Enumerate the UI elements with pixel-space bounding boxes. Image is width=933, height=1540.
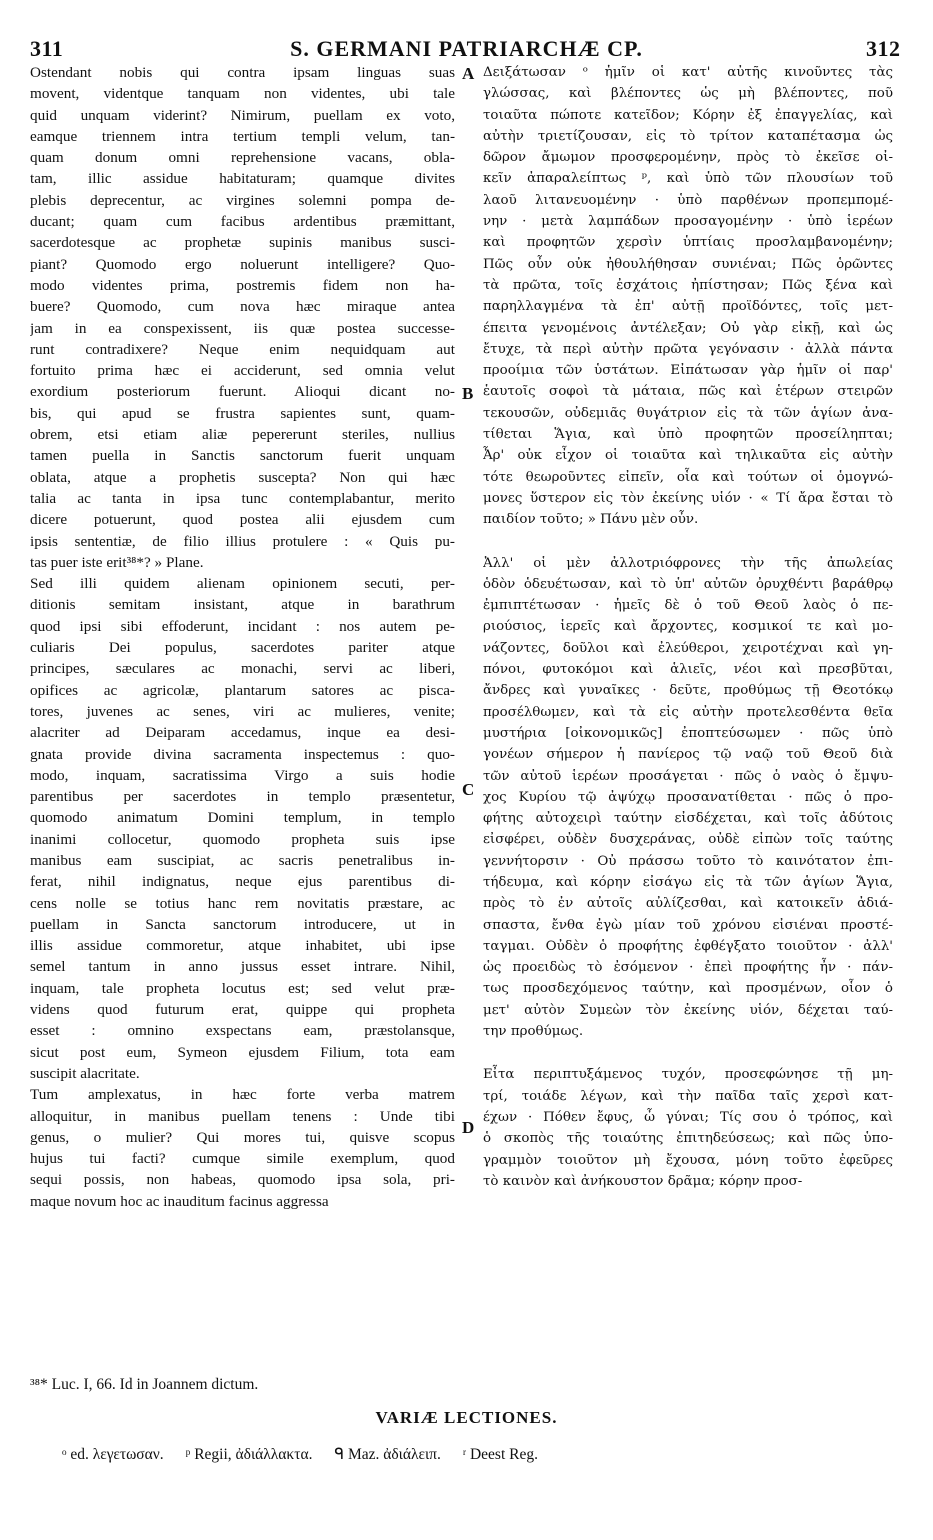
text-line: dicere potuerunt, quod postea alii ejusdem cum xyxy=(30,511,455,529)
page-number-right: 312 xyxy=(866,36,901,61)
variant-reading: ᵖ Regii, ἀδιάλλακτα. xyxy=(185,1446,313,1463)
text-line: τὰ πρῶτα, τοῖς ἐσχάτοις ἠπίστησαν; Πῶς ξένα καὶ xyxy=(483,277,893,293)
greek-paragraph-3 xyxy=(483,1064,893,1192)
section-marker-a: A xyxy=(462,64,475,83)
text-line: eamque triennem intra tertium templi velum, tan- xyxy=(30,127,455,145)
text-line: ριούσιος, ἱερεῖς καὶ ἄρχοντες, κοσμικοί τε καὶ μο- xyxy=(483,619,893,635)
text-line: Εἶτα περιπτυξάμενος τυχόν, προσεφώνησε τῇ μη- xyxy=(483,1067,893,1083)
text-line: sicut post eum, Symeon ejusdem Filium, tota eam xyxy=(30,1043,455,1061)
text-line: opifices ac agricolæ, plantarum satores ac pisca- xyxy=(30,681,455,699)
text-line: parentibus per sacerdotes in templo præsentetur, xyxy=(30,788,455,806)
text-line: videns quod futurum erat, quippe qui propheta xyxy=(30,1001,455,1019)
text-line: μετ' αὐτὸν Συμεὼν τὸν ἐκείνης υἱόν, δέχεται ταύ- xyxy=(483,1002,893,1018)
text-line: πόνοι, φυτοκόμοι καὶ ἁλιεῖς, νέοι καὶ πρεσβῦται, xyxy=(483,662,893,678)
text-line: movent, videntque tanquam non videntes, ubi tale xyxy=(30,85,455,103)
latin-paragraph-2 xyxy=(30,573,455,1084)
text-line: buere? Quomodo, cum nova hæc miraque antea xyxy=(30,298,455,316)
latin-paragraph-1 xyxy=(30,62,455,573)
greek-paragraph-2 xyxy=(483,553,893,1043)
text-line: cens nolle se totius hanc rem novitatis præstare, ac xyxy=(30,894,455,912)
text-line: Ἆρ' οὐκ εἶχον οἱ τοιαῦτα καὶ τηλικαῦτα εἰς αὐτὴν xyxy=(483,448,893,464)
footnote: ³⁸* Luc. I, 66. Id in Joannem dictum. xyxy=(30,1376,259,1393)
text-line: κεῖν ἀπαραλείπτως ᵖ, καὶ ὑπὸ τῶν πλουσίων τοῦ xyxy=(483,171,893,187)
text-line: inanimi collocetur, quomodo propheta suis ipse xyxy=(30,830,455,848)
text-line: τεκουσῶν, οὐδεμιᾶς θυγάτριον εἰς τὰ τῶν ἁγίων ἀνα- xyxy=(483,405,893,421)
text-line: quomodo animatum Domini templum, in templo xyxy=(30,809,455,827)
text-line: προσέλθωμεν, καὶ τὰ εἰς αὐτὴν προτελεσθέντα θεῖα xyxy=(483,704,893,720)
text-line: quid unquam viderint? Nimirum, puellam ex voto, xyxy=(30,106,455,124)
text-line: έχων · Πόθεν ἔφυς, ὦ γύναι; Τίς σου ὁ τρόπος, καὶ xyxy=(483,1109,893,1125)
text-line: καὶ προφητῶν χερσὶν ὑπτίαις προσλαμβανομένην; xyxy=(483,235,893,251)
text-line: modo, inquam, sacratissima Virgo a suis hodie xyxy=(30,766,455,784)
text-line: δῶρον ἄμωμον προσφερομένην, πρὸς τὸ ἐκεῖσε οἰ- xyxy=(483,150,893,166)
text-line: ducant; quam cum facibus ardentibus præmittant, xyxy=(30,213,455,231)
greek-column xyxy=(483,62,893,1540)
text-line: esset : omnino exspectans eam, præstolansque, xyxy=(30,1022,455,1040)
text-line: τὸ καινὸν καὶ ἀνήκουστον δρᾶμα; κόρην προσ- xyxy=(483,1173,803,1189)
text-line: fortuito prima hæc ei acciderunt, sed omnia velut xyxy=(30,362,455,380)
text-line: obrem, etsi etiam aliæ pepererunt steriles, nullius xyxy=(30,426,455,444)
text-line: τοιαῦτα πώποτε κατεῖδον; Κόρην ἐξ ἐπαγγελίας, καὶ xyxy=(483,107,893,123)
text-line: γλώσσας, καὶ βλέποντες ὡς μὴ βλέποντες, ποῦ xyxy=(483,86,893,102)
text-line: Ἀλλ' οἱ μὲν ἀλλοτριόφρονες τὴν τῆς ἀπωλείας xyxy=(483,555,893,571)
text-line: τίθεται Ἅγια, καὶ ὑπὸ προφητῶν προσείληπται; xyxy=(483,427,893,443)
text-line: αὐτὴν τριετίζουσαν, εἰς τὸ τρίτον καταπέτασμα ὡς xyxy=(483,128,893,144)
text-line: quod ipsi sibi effoderunt, incidant : nos autem pe- xyxy=(30,617,455,635)
text-line: μονες ὕστερον εἰς τὸν ἐκείνης υἱόν · « Τί ἄρα ἔσται τὸ xyxy=(483,490,893,506)
text-line: εἰσφέρει, οὐδὲν δυσχεράνας, οὐδὲ εἰπὼν τοῖς ταύτης xyxy=(483,832,893,848)
text-line: jam in ea conspexissent, iis quæ postea successe- xyxy=(30,319,455,337)
text-line: principes, sæculares ac monachi, servi ac liberi, xyxy=(30,660,455,678)
text-line: maque novum hoc ac inauditum facinus aggressa xyxy=(30,1192,329,1210)
text-line: hujus tui facti? cumque simile exemplum, quod xyxy=(30,1150,455,1168)
text-line: exordium posteriorum fuerunt. Alioqui dicant no- xyxy=(30,383,455,401)
page-number-left: 311 xyxy=(30,36,64,61)
text-line: ὁ σκοπὸς τῆς τοιαύτης ἐπιτηδεύσεως; καὶ πῶς ὑπο- xyxy=(483,1131,893,1147)
text-line: ταγμαι. Οὐδὲν ὁ προφήτης ἐφθέγξατο τοιοῦτον · ἀλλ' xyxy=(483,938,893,954)
text-line: puellam in Sancta sanctorum introducere, ut in xyxy=(30,915,455,933)
text-line: παρηλλαγμένα τὰ ἐπ' αὐτῇ προϊδόντες, τοῖς μετ- xyxy=(483,299,893,315)
text-line: ἄνδρες καὶ γυναῖκες · δεῦτε, προθύμως τῇ Θεοτόκῳ xyxy=(483,683,893,699)
text-line: μυστήρια [οἰκονομικῶς] ἐποπτεύσωμεν · πῶς ὑπὸ xyxy=(483,725,893,741)
text-line: Πῶς οὖν οὐκ ἠθουλήθησαν συνιέναι; Πῶς ὁρῶντες xyxy=(483,256,893,272)
text-line: λαοῦ λιτανευομένην · ὑπὸ παρθένων προπεμπομέ- xyxy=(483,192,893,208)
text-line: tas puer iste erit³⁸*? » Plane. xyxy=(30,553,204,571)
text-line: illis assidue commoretur, atque inhabitet, ubi ipse xyxy=(30,937,455,955)
text-line: sequi possis, non habeas, quomodo ipsa sola, pri- xyxy=(30,1171,455,1189)
text-line: σπαστα, ἔνθα ἐγὼ μίαν τοῦ χρόνου εἰσιέναι προστέ- xyxy=(483,917,893,933)
text-line: γονέων σήμερον ἡ πανίερος τῷ ναῷ τοῦ Θεοῦ διὰ xyxy=(483,747,893,763)
latin-column xyxy=(30,62,455,1540)
text-line: alloquitur, in manibus puellam tenens : Unde tibi xyxy=(30,1107,455,1125)
text-line: Δειξάτωσαν ᵒ ἡμῖν οἱ κατ' αὐτῆς κινοῦντες τὰς xyxy=(483,65,893,80)
variant-reading: ᑫ Maz. ἀδιάλειπ. xyxy=(334,1446,441,1463)
text-line: ipsis sententiæ, de filio illius protulere : « Quis pu- xyxy=(30,532,455,550)
text-line: ὁδὸν ὁδευέτωσαν, καὶ τὸ ὑπ' αὐτῶν ὀρυχθέντι βαράθρῳ xyxy=(483,576,893,592)
text-line: alacriter ad Deiparam accedamus, inque ea desi- xyxy=(30,724,455,742)
text-line: modo videntes prima, postremis fidem non ha- xyxy=(30,276,455,294)
text-line: suscipit alacritate. xyxy=(30,1064,140,1082)
text-line: γραμμὸν τοιοῦτον μὴ ἔχουσα, μόνη τοῦτο ἐφεῦρες xyxy=(483,1152,893,1168)
variant-reading: ᵒ ed. λεγετωσαν. xyxy=(62,1446,164,1463)
running-title: S. GERMANI PATRIARCHÆ CP. xyxy=(290,36,643,61)
text-line: Sed illi quidem alienam opinionem secuti, per- xyxy=(30,575,455,593)
latin-paragraph-3 xyxy=(30,1084,455,1212)
text-line: νην · μετὰ λαμπάδων προσαγομένην · ὑπὸ ἱερέων xyxy=(483,214,893,230)
text-line: tores, juvenes ac senes, viri ac mulieres, venite; xyxy=(30,702,455,720)
text-line: τρί, τοιάδε λέγων, καὶ τὴν παῖδα ταῖς χερσὶ κατ- xyxy=(483,1088,893,1104)
variae-lectiones-list xyxy=(62,1445,882,1464)
text-line: τήδευμα, καὶ κόρην εἰσάγω εἰς τὰ τῶν ἁγίων Ἅγια, xyxy=(483,874,893,890)
text-line: runt contradixere? Neque enim nequidquam aut xyxy=(30,340,455,358)
section-marker-b: B xyxy=(462,384,474,403)
text-line: ferat, nihil indignatus, neque ejus parentibus di- xyxy=(30,873,455,891)
text-line: προοίμια τῶν ὑστάτων. Εἰπάτωσαν γὰρ ἡμῖν οἱ παρ' xyxy=(483,363,893,379)
text-line: genus, o mulier? Qui mores tui, quisve scopus xyxy=(30,1128,455,1146)
text-line: τῶν αὐτοῦ ἱερέων προσάγεται · πῶς ὁ ναὸς ὁ ἔμψυ- xyxy=(483,768,893,784)
text-line: φήτης αὐτοχειρὶ ταύτην εἰσδέχεται, καὶ τοῖς ἀδύτοις xyxy=(483,811,893,827)
text-line: inquam, tale propheta locutus est; sed velut præ- xyxy=(30,979,455,997)
text-line: χος Κυρίου τῷ ἀψύχῳ προσανατίθεται · πῶς ὁ προ- xyxy=(483,789,893,805)
text-line: έπειτα γενομένοις ἀντέλεξαν; Οὐ γὰρ εἰκῇ, καὶ ὡς xyxy=(483,320,893,336)
text-line: νάζοντες, δοῦλοι καὶ ἐλεύθεροι, χειροτέχναι καὶ γη- xyxy=(483,640,893,656)
section-marker-d: D xyxy=(462,1118,475,1137)
text-line: ἑαυτοῖς σοφοὶ τὰ μάταια, πῶς καὶ ἑτέρων στειρῶν xyxy=(483,384,893,400)
text-line: plebis deprecentur, ac virgines solemni pompa de- xyxy=(30,191,455,209)
text-line: γεννήτορσιν · Οὐ πράσσω τοῦτο τὸ καινότατον ἐπι- xyxy=(483,853,893,869)
text-line: τως προσδεχόμενος ταύτην, καὶ προσμένων, οἷον ὁ xyxy=(483,981,893,997)
text-line: τότε θεωροῦντες εἰπεῖν, οἷα καὶ τούτων οἱ ὁμογνώ- xyxy=(483,469,893,485)
text-line: πρὸς τὸ ἐν αὐτοῖς αὐλίζεσθαι, καὶ κατοικεῖν ἀδιά- xyxy=(483,896,893,912)
text-line: gnata provide divina sacramenta inspectemus : quo- xyxy=(30,745,455,763)
text-line: sacerdotesque ac prophetæ supinis manibus susci- xyxy=(30,234,455,252)
variae-lectiones-heading: VARIÆ LECTIONES. xyxy=(375,1408,558,1427)
greek-paragraph-1 xyxy=(483,62,893,531)
section-marker-c: C xyxy=(462,780,475,799)
variant-reading: ʳ Deest Reg. xyxy=(462,1446,538,1463)
text-line: oblata, atque a prophetis suscepta? Non qui hæc xyxy=(30,468,455,486)
text-line: Tum amplexatus, in hæc forte verba matrem xyxy=(30,1086,455,1104)
text-line: semel tantum in anno jussus esset intrare. Nihil, xyxy=(30,958,455,976)
text-line: ἔτυχε, τὰ περὶ αὐτὴν πρῶτα γεγόνασιν · ἀλλὰ πάντα xyxy=(483,341,893,357)
text-line: ὡς προειδὼς τὸ ἐσόμενον · ἐπεὶ προφήτης ἦν · πάν- xyxy=(483,960,893,976)
text-line: talia ac tanta in ipsa tunc contemplabantur, merito xyxy=(30,489,455,507)
text-line: ἐμπιπτέτωσαν · ἡμεῖς δὲ ὁ τοῦ Θεοῦ λαὸς ὁ πε- xyxy=(483,598,893,614)
text-line: ditionis semitam insistant, atque in barathrum xyxy=(30,596,455,614)
text-line: tamen puella in Sanctis sanctorum fuerit unquam xyxy=(30,447,455,465)
text-line: την προθύμως. xyxy=(483,1024,584,1040)
text-line: tam, illic assidue habitaturam; quamque divites xyxy=(30,170,455,188)
text-line: culiaris Dei populus, sacerdotes pariter atque xyxy=(30,639,455,657)
text-line: bis, qui apud se frustra sapientes sunt, quam- xyxy=(30,404,455,422)
text-line: manibus eam suscipiat, ac sacris penetralibus in- xyxy=(30,851,455,869)
text-line: Ostendant nobis qui contra ipsam linguas suas xyxy=(30,64,455,81)
text-line: παιδίον τοῦτο; » Πάνυ μὲν οὖν. xyxy=(483,512,699,528)
text-line: quam donum omni reprehensione vacans, obla- xyxy=(30,149,455,167)
text-line: piant? Quomodo ergo noluerunt intelligere? Quo- xyxy=(30,255,455,273)
